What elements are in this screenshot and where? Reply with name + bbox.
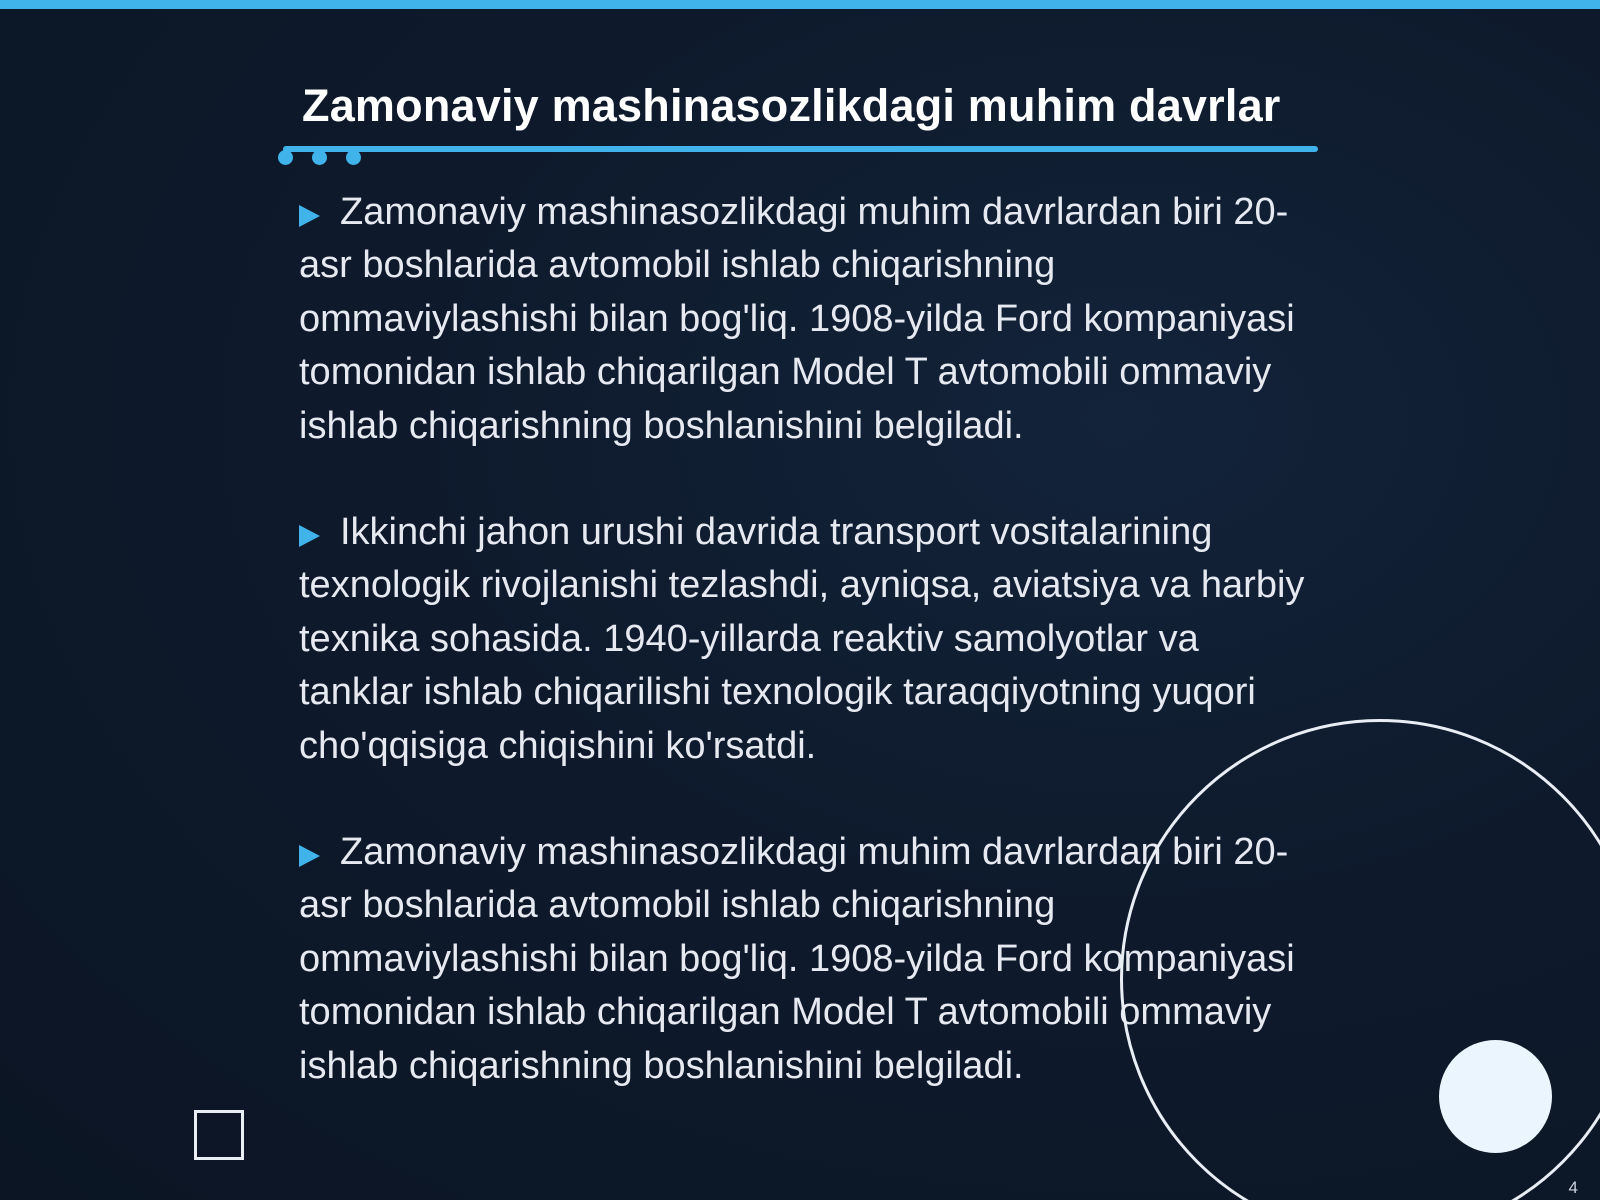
bullet-text: Ikkinchi jahon urushi davrida transport vositalarining texnologik rivojlanishi tezlashdi, ayniqsa, aviatsiya va harbiy texnika sohasida. 1940-yillarda reaktiv samolyotlar va tanklar ishlab chiqarilishi texnologik taraqqiyotning yuqori cho'qqisiga chiqishini ko'rsatdi. (299, 511, 1305, 767)
decorative-dot (278, 150, 293, 165)
slide-title: Zamonaviy mashinasozlikdagi muhim davrlar (302, 80, 1281, 131)
page-number: 4 (1568, 1178, 1578, 1197)
triangle-bullet-icon (299, 845, 320, 867)
triangle-bullet-icon (299, 205, 320, 227)
triangle-bullet-icon (299, 525, 320, 547)
bullet-item (299, 506, 1309, 773)
decorative-dot (346, 150, 361, 165)
bullet-text: Zamonaviy mashinasozlikdagi muhim davrlardan biri 20-asr boshlarida avtomobil ishlab chiqarishning ommaviylashishi bilan bog'liq. 1908-yilda Ford kompaniyasi tomonidan ishlab chiqarilgan Model T avtomobili ommaviy ishlab chiqarishning boshlanishini belgiladi. (299, 831, 1295, 1087)
bullet-item (299, 186, 1309, 453)
decorative-filled-circle (1439, 1040, 1552, 1153)
decorative-dot (312, 150, 327, 165)
decorative-square-outline (194, 1110, 244, 1160)
top-accent-bar (0, 0, 1600, 9)
bullet-text: Zamonaviy mashinasozlikdagi muhim davrlardan biri 20-asr boshlarida avtomobil ishlab chiqarishning ommaviylashishi bilan bog'liq. 1908-yilda Ford kompaniyasi tomonidan ishlab chiqarilgan Model T avtomobili ommaviy ishlab chiqarishning boshlanishini belgiladi. (299, 191, 1295, 447)
title-underline (283, 146, 1318, 152)
